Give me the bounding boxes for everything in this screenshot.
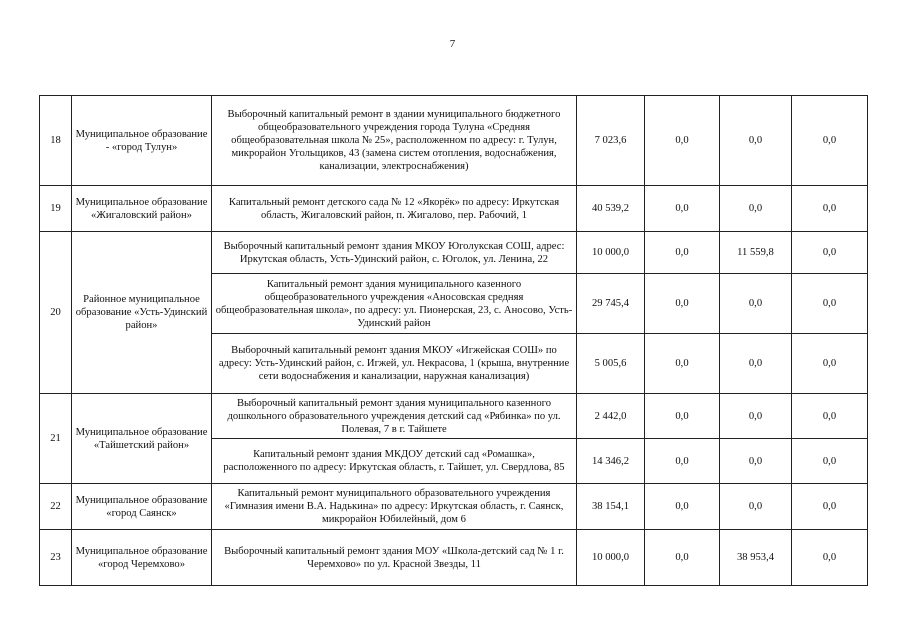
value-cell: 0,0 (792, 484, 868, 530)
value-cell: 0,0 (645, 439, 720, 484)
value-cell: 0,0 (720, 96, 792, 186)
value-cell: 0,0 (645, 96, 720, 186)
row-number: 20 (40, 232, 72, 394)
description-cell: Выборочный капитальный ремонт здания МКОУ «Игжейская СОШ» по адресу: Усть-Удинский район, с. Игжей, ул. Некрасова, 1 (крыша, внутренние сети водоснабжения и канализации, наружная канализация) (212, 334, 577, 394)
value-cell: 14 346,2 (577, 439, 645, 484)
municipality-cell: Муниципальное образование «Тайшетский район» (72, 394, 212, 484)
value-cell: 2 442,0 (577, 394, 645, 439)
table-row (40, 186, 868, 232)
page-number: 7 (449, 38, 456, 50)
value-cell: 0,0 (645, 274, 720, 334)
table-row (40, 96, 868, 186)
value-cell: 0,0 (645, 186, 720, 232)
value-cell: 7 023,6 (577, 96, 645, 186)
value-cell: 40 539,2 (577, 186, 645, 232)
value-cell: 0,0 (645, 334, 720, 394)
description-cell: Выборочный капитальный ремонт здания МОУ «Школа-детский сад № 1 г. Черемхово» по ул. Красной Звезды, 11 (212, 530, 577, 586)
description-cell: Выборочный капитальный ремонт в здании муниципального бюджетного общеобразовательного учреждения города Тулуна «Средняя общеобразовательная школа № 25», расположенном по адресу: г. Тулун, микрорайон Угольщиков, 43 (замена систем отопления, водоснабжения, канализации, электроснабжения) (212, 96, 577, 186)
value-cell: 0,0 (720, 186, 792, 232)
value-cell: 5 005,6 (577, 334, 645, 394)
value-cell: 0,0 (792, 530, 868, 586)
row-number: 22 (40, 484, 72, 530)
municipality-cell: Муниципальное образование «город Саянск» (72, 484, 212, 530)
row-number: 23 (40, 530, 72, 586)
value-cell: 0,0 (720, 274, 792, 334)
value-cell: 0,0 (645, 394, 720, 439)
description-cell: Капитальный ремонт детского сада № 12 «Якорёк» по адресу: Иркутская область, Жигаловский район, п. Жигалово, пер. Рабочий, 1 (212, 186, 577, 232)
value-cell: 0,0 (720, 439, 792, 484)
row-number: 21 (40, 394, 72, 484)
description-cell: Капитальный ремонт здания МКДОУ детский сад «Ромашка», расположенного по адресу: Иркутская область, г. Тайшет, ул. Свердлова, 85 (212, 439, 577, 484)
value-cell: 0,0 (720, 394, 792, 439)
table-row (40, 484, 868, 530)
value-cell: 10 000,0 (577, 530, 645, 586)
value-cell: 0,0 (720, 484, 792, 530)
value-cell: 0,0 (645, 484, 720, 530)
row-number: 19 (40, 186, 72, 232)
value-cell: 0,0 (792, 96, 868, 186)
description-cell: Капитальный ремонт муниципального образовательного учреждения «Гимназия имени В.А. Надькина» по адресу: Иркутская область, г. Саянск, микрорайон Юбилейный, дом 6 (212, 484, 577, 530)
value-cell: 0,0 (645, 232, 720, 274)
description-cell: Выборочный капитальный ремонт здания МКОУ Юголукская СОШ, адрес: Иркутская область, Усть-Удинский район, с. Юголок, ул. Ленина, 22 (212, 232, 577, 274)
description-cell: Выборочный капитальный ремонт здания муниципального казенного дошкольного образовательного учреждения детский сад «Рябинка» по ул. Полевая, 7 в г. Тайшете (212, 394, 577, 439)
value-cell: 0,0 (792, 334, 868, 394)
municipality-cell: Муниципальное образование - «город Тулун» (72, 96, 212, 186)
value-cell: 0,0 (645, 530, 720, 586)
value-cell: 38 953,4 (720, 530, 792, 586)
value-cell: 11 559,8 (720, 232, 792, 274)
value-cell: 0,0 (720, 334, 792, 394)
repair-program-table (39, 95, 868, 586)
value-cell: 0,0 (792, 394, 868, 439)
municipality-cell: Районное муниципальное образование «Усть-Удинский район» (72, 232, 212, 394)
table-row (40, 394, 868, 439)
row-number: 18 (40, 96, 72, 186)
municipality-cell: Муниципальное образование «город Черемхово» (72, 530, 212, 586)
value-cell: 29 745,4 (577, 274, 645, 334)
value-cell: 0,0 (792, 232, 868, 274)
value-cell: 38 154,1 (577, 484, 645, 530)
value-cell: 10 000,0 (577, 232, 645, 274)
value-cell: 0,0 (792, 186, 868, 232)
table-row (40, 530, 868, 586)
municipality-cell: Муниципальное образование «Жигаловский район» (72, 186, 212, 232)
table-row (40, 232, 868, 274)
value-cell: 0,0 (792, 274, 868, 334)
value-cell: 0,0 (792, 439, 868, 484)
description-cell: Капитальный ремонт здания муниципального казенного общеобразовательного учреждения «Аносовская средняя общеобразовательная школа», по адресу: ул. Пионерская, 23, с. Аносово, Усть-Удинский район (212, 274, 577, 334)
